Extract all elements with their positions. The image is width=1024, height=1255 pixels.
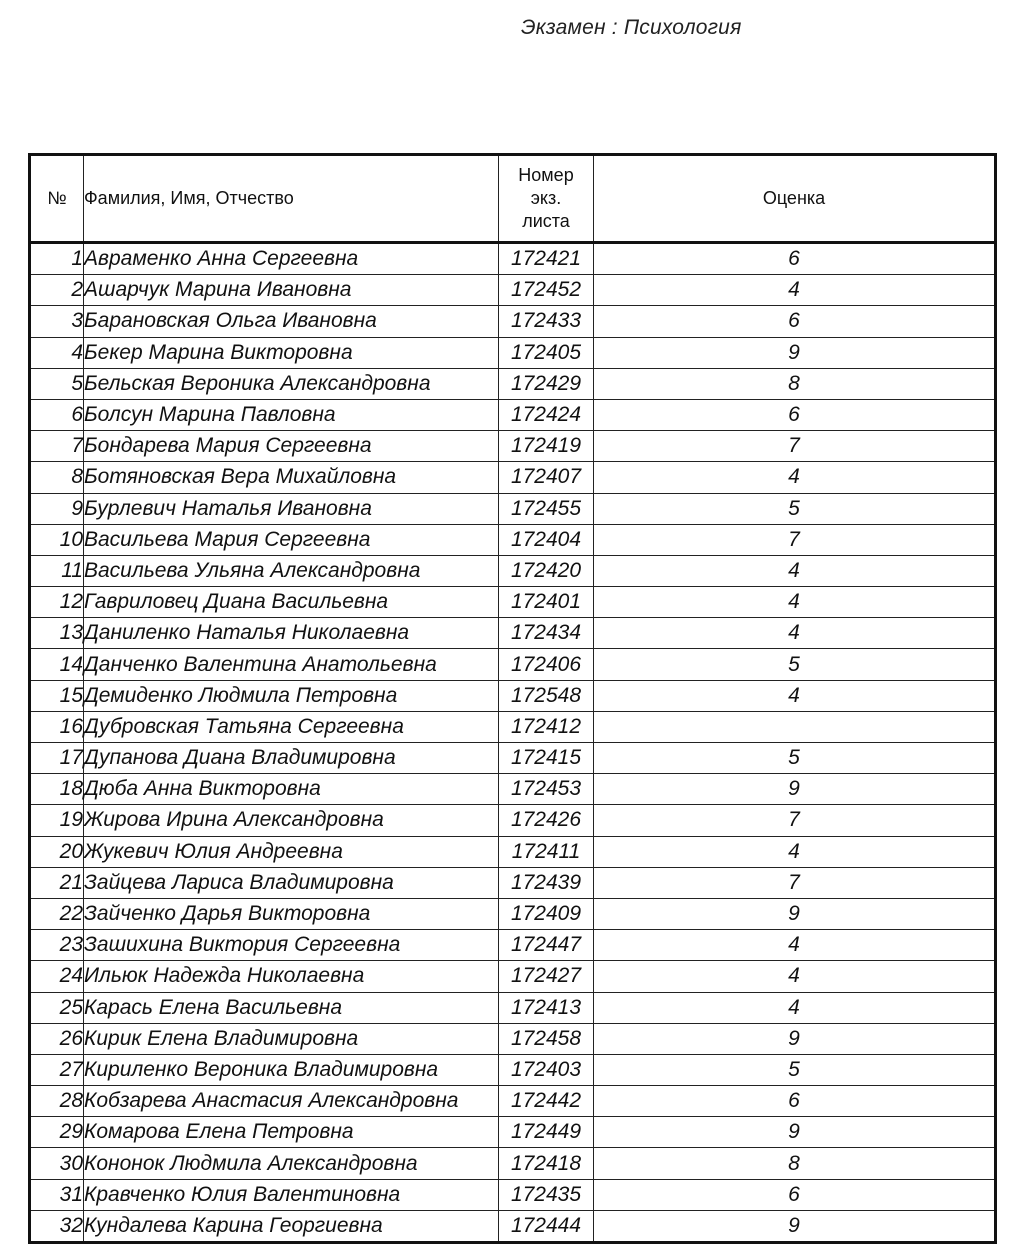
table-row (30, 462, 996, 493)
header-sheet-line-1: Номер (518, 165, 574, 185)
table-row (30, 992, 996, 1023)
grade-value: 6 (594, 1179, 996, 1210)
exam-sheet-number: 172452 (499, 275, 594, 306)
grade-value: 4 (594, 618, 996, 649)
exam-sheet-number: 172419 (499, 431, 594, 462)
exam-sheet-number: 172429 (499, 368, 594, 399)
header-grade: Оценка (594, 155, 996, 243)
grade-value: 6 (594, 1086, 996, 1117)
grade-value: 4 (594, 555, 996, 586)
grade-value: 4 (594, 930, 996, 961)
student-name: Кириленко Вероника Владимировна (84, 1054, 499, 1085)
row-number: 7 (30, 431, 84, 462)
student-name: Болсун Марина Павловна (84, 399, 499, 430)
exam-sheet-number: 172409 (499, 898, 594, 929)
exam-sheet-number: 172415 (499, 743, 594, 774)
exam-sheet-number: 172548 (499, 680, 594, 711)
grade-value: 4 (594, 680, 996, 711)
table-row (30, 743, 996, 774)
row-number: 27 (30, 1054, 84, 1085)
student-name: Бекер Марина Викторовна (84, 337, 499, 368)
exam-sheet-number: 172418 (499, 1148, 594, 1179)
student-name: Кравченко Юлия Валентиновна (84, 1179, 499, 1210)
grade-value: 8 (594, 1148, 996, 1179)
table-row (30, 243, 996, 275)
student-name: Дупанова Диана Владимировна (84, 743, 499, 774)
grade-value (594, 711, 996, 742)
table-body (30, 243, 996, 1243)
row-number: 21 (30, 867, 84, 898)
table-row (30, 587, 996, 618)
table-row (30, 618, 996, 649)
table-row (30, 961, 996, 992)
table-row (30, 867, 996, 898)
header-full-name: Фамилия, Имя, Отчество (84, 155, 499, 243)
exam-sheet-number: 172434 (499, 618, 594, 649)
table-row (30, 337, 996, 368)
row-number: 14 (30, 649, 84, 680)
student-name: Зашихина Виктория Сергеевна (84, 930, 499, 961)
grade-value: 4 (594, 275, 996, 306)
table-row (30, 368, 996, 399)
grades-table (28, 153, 997, 1244)
table-row (30, 836, 996, 867)
row-number: 22 (30, 898, 84, 929)
grade-value: 6 (594, 306, 996, 337)
student-name: Карась Елена Васильевна (84, 992, 499, 1023)
student-name: Кундалева Карина Георгиевна (84, 1210, 499, 1242)
student-name: Васильева Ульяна Александровна (84, 555, 499, 586)
exam-sheet-number: 172453 (499, 774, 594, 805)
grade-value: 7 (594, 431, 996, 462)
student-name: Даниленко Наталья Николаевна (84, 618, 499, 649)
header-number: № (30, 155, 84, 243)
document-title: Экзамен : Психология (521, 16, 742, 39)
table-row (30, 805, 996, 836)
row-number: 31 (30, 1179, 84, 1210)
table-row (30, 1179, 996, 1210)
row-number: 17 (30, 743, 84, 774)
student-name: Ашарчук Марина Ивановна (84, 275, 499, 306)
row-number: 12 (30, 587, 84, 618)
grade-value: 5 (594, 493, 996, 524)
exam-sheet-number: 172435 (499, 1179, 594, 1210)
row-number: 8 (30, 462, 84, 493)
exam-sheet-number: 172442 (499, 1086, 594, 1117)
table-row (30, 711, 996, 742)
student-name: Жирова Ирина Александровна (84, 805, 499, 836)
header-exam-sheet-number (499, 155, 594, 243)
row-number: 2 (30, 275, 84, 306)
row-number: 11 (30, 555, 84, 586)
grade-value: 4 (594, 587, 996, 618)
row-number: 30 (30, 1148, 84, 1179)
student-name: Зайченко Дарья Викторовна (84, 898, 499, 929)
table-row (30, 555, 996, 586)
grade-value: 7 (594, 524, 996, 555)
student-name: Жукевич Юлия Андреевна (84, 836, 499, 867)
student-name: Гавриловец Диана Васильевна (84, 587, 499, 618)
row-number: 10 (30, 524, 84, 555)
exam-sheet-number: 172413 (499, 992, 594, 1023)
row-number: 19 (30, 805, 84, 836)
table-row (30, 306, 996, 337)
grade-value: 9 (594, 1023, 996, 1054)
exam-sheet-number: 172444 (499, 1210, 594, 1242)
exam-sheet-number: 172424 (499, 399, 594, 430)
student-name: Авраменко Анна Сергеевна (84, 243, 499, 275)
exam-sheet-number: 172455 (499, 493, 594, 524)
row-number: 32 (30, 1210, 84, 1242)
row-number: 1 (30, 243, 84, 275)
grade-value: 8 (594, 368, 996, 399)
student-name: Кирик Елена Владимировна (84, 1023, 499, 1054)
exam-sheet-number: 172447 (499, 930, 594, 961)
student-name: Бондарева Мария Сергеевна (84, 431, 499, 462)
row-number: 20 (30, 836, 84, 867)
table-row (30, 774, 996, 805)
table-row (30, 1023, 996, 1054)
grade-value: 7 (594, 805, 996, 836)
grade-value: 5 (594, 1054, 996, 1085)
exam-sheet-number: 172403 (499, 1054, 594, 1085)
exam-sheet-number: 172404 (499, 524, 594, 555)
student-name: Ботяновская Вера Михайловна (84, 462, 499, 493)
grade-value: 5 (594, 743, 996, 774)
header-sheet-line-3: листа (522, 211, 570, 231)
exam-sheet-number: 172426 (499, 805, 594, 836)
row-number: 13 (30, 618, 84, 649)
grade-value: 4 (594, 462, 996, 493)
table-row (30, 524, 996, 555)
row-number: 26 (30, 1023, 84, 1054)
student-name: Зайцева Лариса Владимировна (84, 867, 499, 898)
exam-sheet-number: 172401 (499, 587, 594, 618)
exam-sheet-number: 172406 (499, 649, 594, 680)
header-sheet-line-2: экз. (530, 188, 562, 208)
exam-sheet-number: 172407 (499, 462, 594, 493)
student-name: Кононок Людмила Александровна (84, 1148, 499, 1179)
table-row (30, 399, 996, 430)
grade-value: 4 (594, 836, 996, 867)
grade-value: 9 (594, 1210, 996, 1242)
row-number: 23 (30, 930, 84, 961)
table-header-row (30, 155, 996, 243)
exam-sheet-number: 172405 (499, 337, 594, 368)
exam-sheet-number: 172421 (499, 243, 594, 275)
row-number: 4 (30, 337, 84, 368)
row-number: 9 (30, 493, 84, 524)
grade-value: 9 (594, 898, 996, 929)
exam-sheet-number: 172412 (499, 711, 594, 742)
student-name: Данченко Валентина Анатольевна (84, 649, 499, 680)
table-row (30, 1086, 996, 1117)
grade-value: 9 (594, 774, 996, 805)
grade-value: 9 (594, 1117, 996, 1148)
exam-sheet-number: 172420 (499, 555, 594, 586)
row-number: 15 (30, 680, 84, 711)
exam-sheet-number: 172411 (499, 836, 594, 867)
row-number: 25 (30, 992, 84, 1023)
exam-sheet-number: 172458 (499, 1023, 594, 1054)
student-name: Бельская Вероника Александровна (84, 368, 499, 399)
table-row (30, 275, 996, 306)
grade-value: 6 (594, 399, 996, 430)
exam-sheet-number: 172433 (499, 306, 594, 337)
table-row (30, 493, 996, 524)
exam-sheet-number: 172427 (499, 961, 594, 992)
row-number: 18 (30, 774, 84, 805)
table-row (30, 1054, 996, 1085)
grade-value: 9 (594, 337, 996, 368)
student-name: Комарова Елена Петровна (84, 1117, 499, 1148)
row-number: 6 (30, 399, 84, 430)
row-number: 3 (30, 306, 84, 337)
row-number: 5 (30, 368, 84, 399)
grade-value: 4 (594, 961, 996, 992)
student-name: Дубровская Татьяна Сергеевна (84, 711, 499, 742)
student-name: Васильева Мария Сергеевна (84, 524, 499, 555)
exam-sheet-number: 172449 (499, 1117, 594, 1148)
table-row (30, 1148, 996, 1179)
grade-value: 7 (594, 867, 996, 898)
table-row (30, 930, 996, 961)
row-number: 24 (30, 961, 84, 992)
exam-sheet-number: 172439 (499, 867, 594, 898)
table-row (30, 431, 996, 462)
table-row (30, 680, 996, 711)
student-name: Барановская Ольга Ивановна (84, 306, 499, 337)
row-number: 28 (30, 1086, 84, 1117)
student-name: Кобзарева Анастасия Александровна (84, 1086, 499, 1117)
table-row (30, 898, 996, 929)
student-name: Бурлевич Наталья Ивановна (84, 493, 499, 524)
student-name: Ильюк Надежда Николаевна (84, 961, 499, 992)
student-name: Дюба Анна Викторовна (84, 774, 499, 805)
row-number: 16 (30, 711, 84, 742)
grade-value: 6 (594, 243, 996, 275)
row-number: 29 (30, 1117, 84, 1148)
table-row (30, 1210, 996, 1242)
grade-value: 4 (594, 992, 996, 1023)
grade-value: 5 (594, 649, 996, 680)
student-name: Демиденко Людмила Петровна (84, 680, 499, 711)
table-row (30, 1117, 996, 1148)
table-row (30, 649, 996, 680)
